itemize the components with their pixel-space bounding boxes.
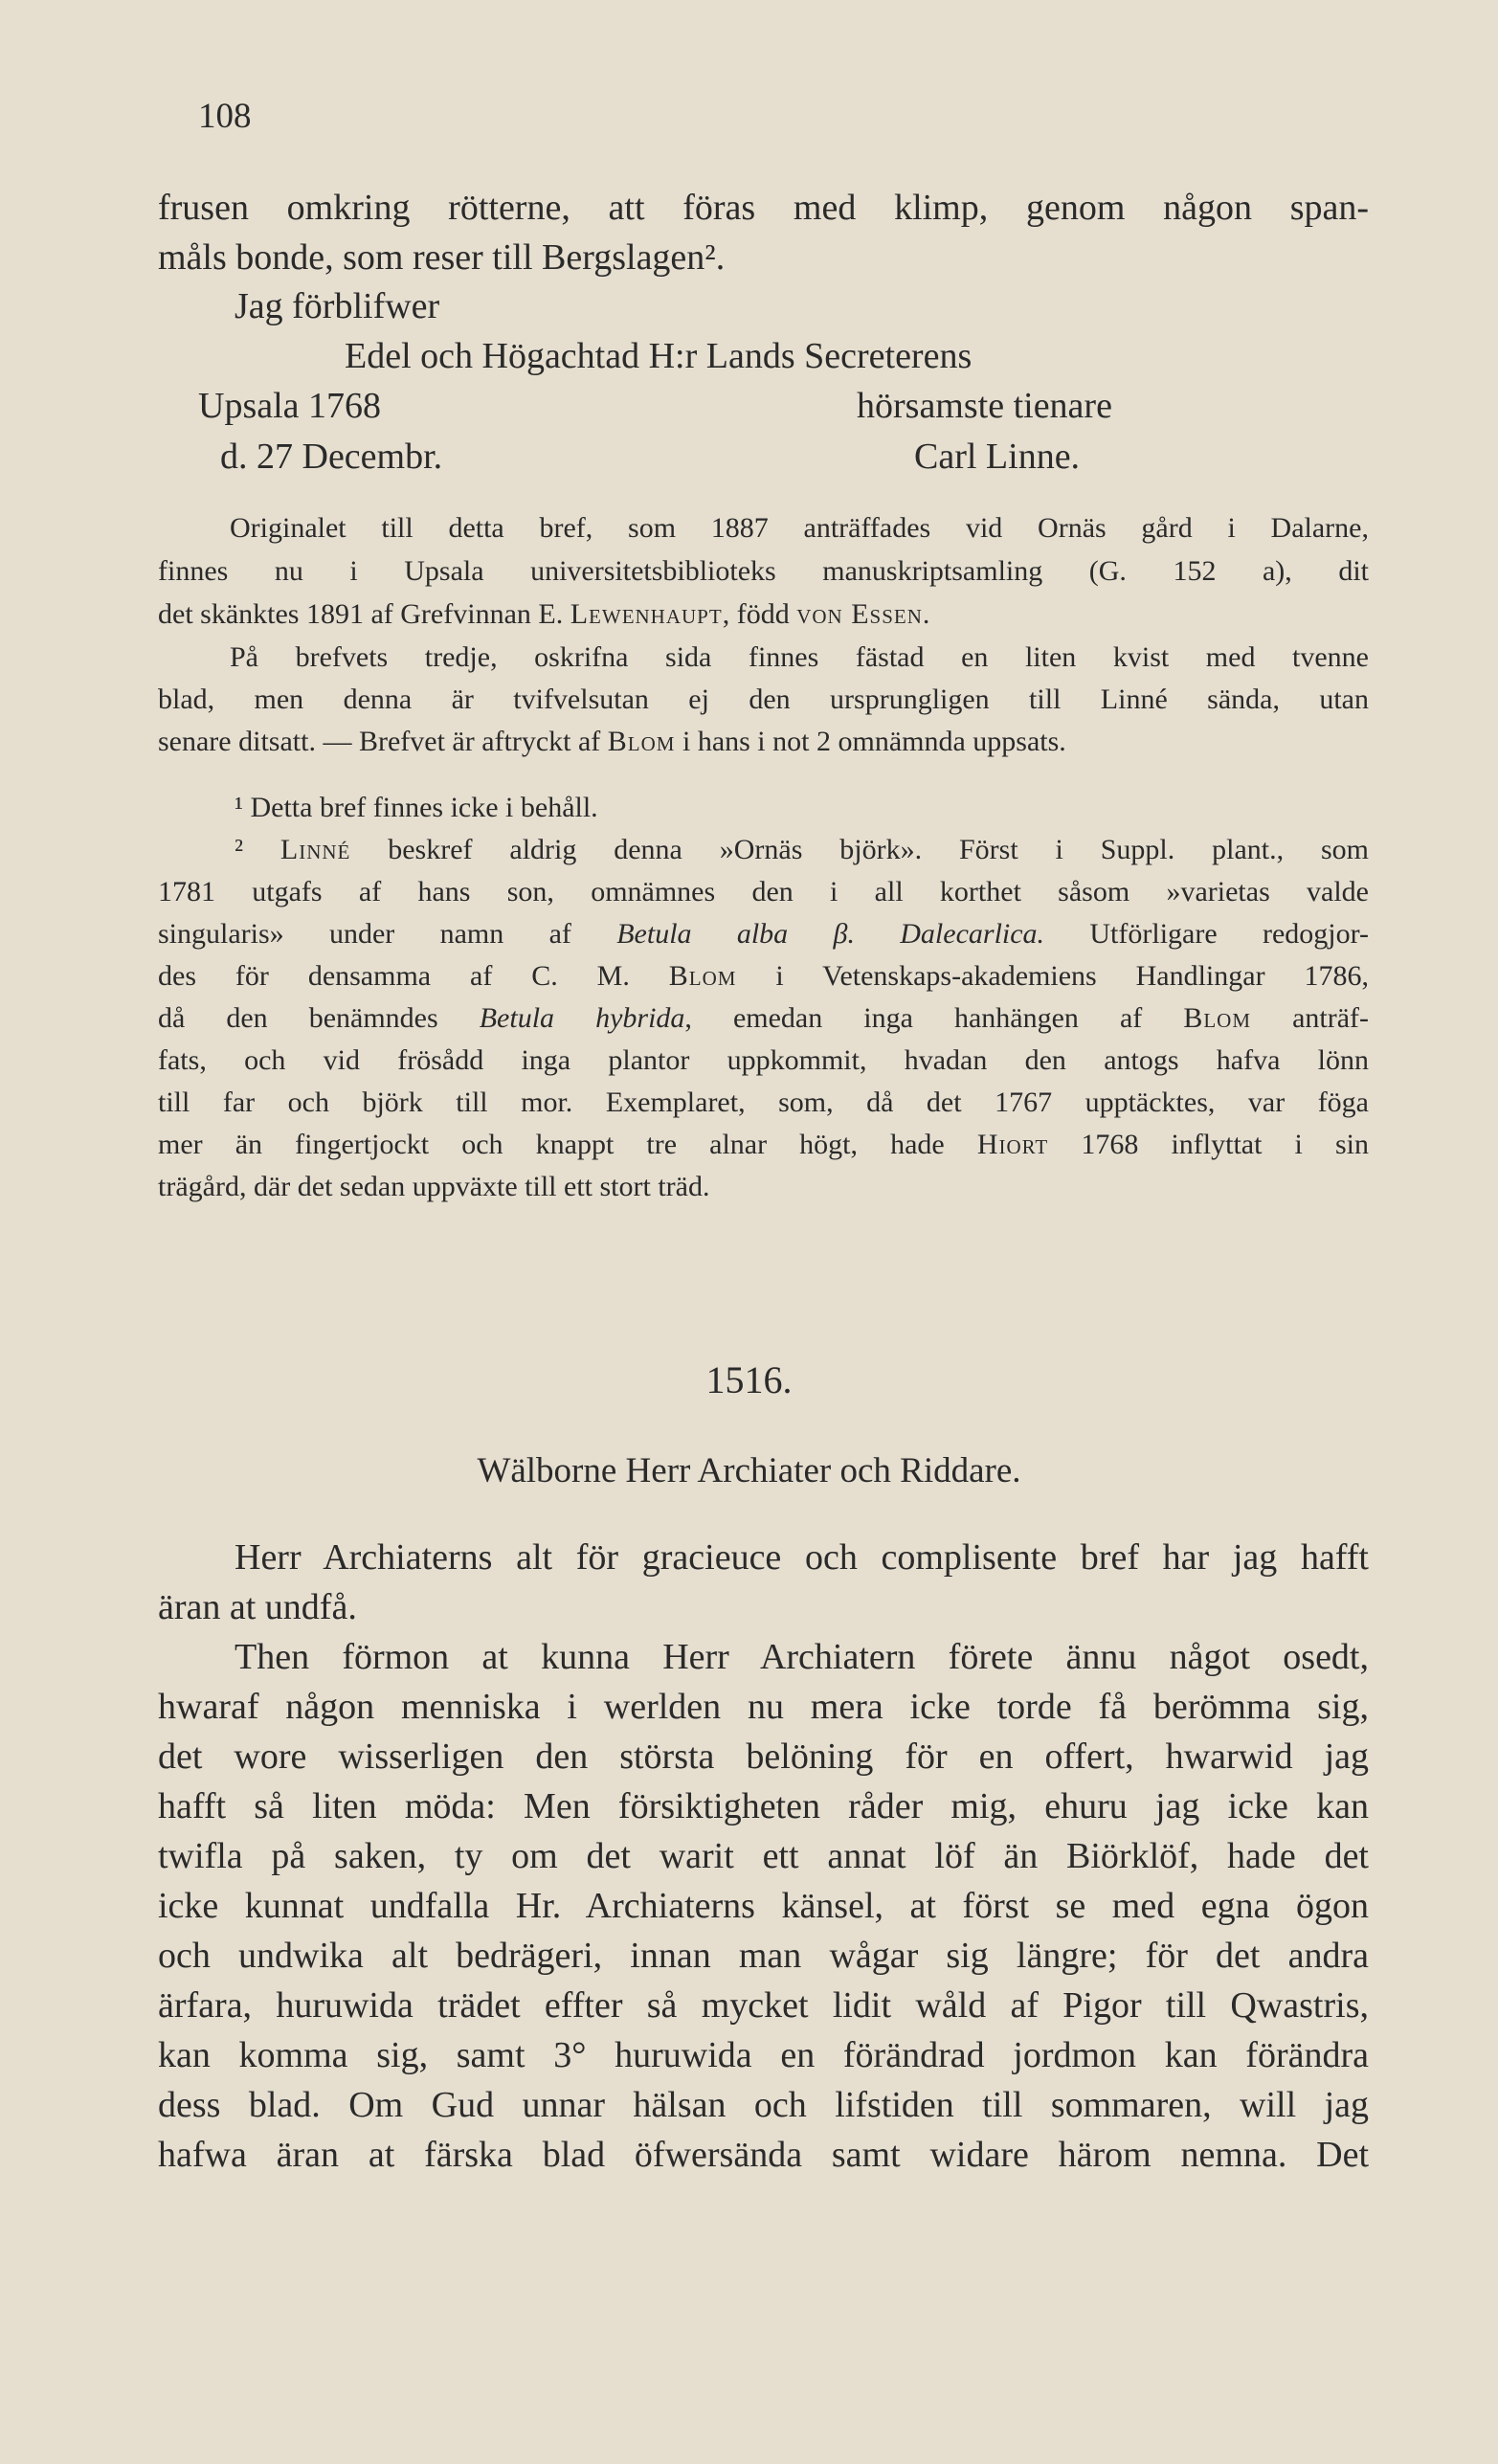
letter-text-line: hwaraf någon menniska i werlden nu mera icke torde få berömma sig, bbox=[158, 1687, 1369, 1727]
footnote-line: mer än fingertjockt och knappt tre alnar högt, hade Hiort 1768 inflyttat i sin bbox=[158, 1129, 1369, 1160]
letter-text-line: hafft så liten möda: Men försiktigheten råder mig, ehuru jag icke kan bbox=[158, 1786, 1369, 1826]
closing-formula: Jag förblifwer bbox=[235, 286, 440, 326]
letter-salutation: Wälborne Herr Archiater och Riddare. bbox=[477, 1451, 1021, 1490]
footnote-line: då den benämndes Betula hybrida, emedan inga hanhängen af Blom anträf- bbox=[158, 1002, 1370, 1034]
letter-text-line: frusen omkring rötterne, att föras med klimp, genom någon span- bbox=[158, 188, 1369, 228]
letter-text-line: Then förmon at kunna Herr Archiatern förete ännu något osedt, bbox=[235, 1637, 1369, 1677]
letter-text-line: dess blad. Om Gud unnar hälsan och lifstiden till sommaren, will jag bbox=[158, 2085, 1369, 2125]
footnote-line: ² Linné beskref aldrig denna »Ornäs björk». Först i Suppl. plant., som bbox=[235, 834, 1369, 865]
sender-role: hörsamste tienare bbox=[857, 386, 1112, 426]
footnote-line: des för densamma af C. M. Blom i Vetenskaps-akademiens Handlingar 1786, bbox=[158, 960, 1369, 992]
signature: Carl Linne. bbox=[914, 437, 1081, 477]
note-line: blad, men denna är tvifvelsutan ej den ursprungligen till Linné sända, utan bbox=[158, 683, 1369, 715]
letter-text-line: hafwa äran at färska blad öfwersända samt widare härom nemna. Det bbox=[158, 2135, 1369, 2175]
footnote-line: singularis» under namn af Betula alba β. Dalecarlica. Utförligare redogjor- bbox=[158, 918, 1369, 950]
letter-text-line: det wore wisserligen den största belöning för en offert, hwarwid jag bbox=[158, 1736, 1369, 1777]
footnote-line: till far och björk till mor. Exemplaret, som, då det 1767 upptäcktes, var föga bbox=[158, 1086, 1369, 1118]
letter-text-line: äran at undfå. bbox=[158, 1587, 357, 1627]
page-number: 108 bbox=[198, 97, 252, 136]
letter-text-line: och undwika alt bedrägeri, innan man wågar sig längre; för det andra bbox=[158, 1936, 1369, 1976]
letter-text-line: icke kunnat undfalla Hr. Archiaterns känsel, at först se med egna ögon bbox=[158, 1886, 1369, 1926]
note-line: senare ditsatt. — Brefvet är aftryckt af Blom i hans i not 2 omnämnda uppsats. bbox=[158, 726, 1066, 757]
footnote-1: ¹ Detta bref finnes icke i behåll. bbox=[235, 792, 598, 823]
letter-text-line: twifla på saken, ty om det warit ett annat löf än Biörklöf, hade det bbox=[158, 1836, 1369, 1876]
letter-text-line: måls bonde, som reser till Bergslagen². bbox=[158, 237, 726, 278]
footnote-line: 1781 utgafs af hans son, omnämnes den i all korthet såsom »varietas valde bbox=[158, 876, 1369, 907]
place-date: Upsala 1768 bbox=[198, 386, 382, 426]
note-line: På brefvets tredje, oskrifna sida finnes fästad en liten kvist med tvenne bbox=[230, 641, 1369, 673]
note-line: finnes nu i Upsala universitetsbiblioteks manuskriptsamling (G. 152 a), dit bbox=[158, 555, 1369, 587]
letter-text-line: kan komma sig, samt 3° huruwida en förändrad jordmon kan förändra bbox=[158, 2035, 1369, 2075]
letter-text-line: Herr Archiaterns alt för gracieuce och complisente bref har jag hafft bbox=[235, 1537, 1369, 1578]
letter-date: d. 27 Decembr. bbox=[220, 437, 443, 477]
salutation-line: Edel och Högachtad H:r Lands Secreterens bbox=[345, 336, 973, 376]
footnote-line: trägård, där det sedan uppväxte till ett stort träd. bbox=[158, 1171, 710, 1202]
note-line: det skänktes 1891 af Grefvinnan E. Lewenhaupt, född von Essen. bbox=[158, 598, 930, 630]
note-line: Originalet till detta bref, som 1887 anträffades vid Ornäs gård i Dalarne, bbox=[230, 512, 1369, 544]
letter-text-line: ärfara, huruwida trädet effter så mycket lidit wåld af Pigor till Qwastris, bbox=[158, 1985, 1369, 2026]
letter-number: 1516. bbox=[705, 1358, 793, 1401]
footnote-line: fats, och vid frösådd inga plantor uppkommit, hvadan den antogs hafva lönn bbox=[158, 1044, 1369, 1076]
